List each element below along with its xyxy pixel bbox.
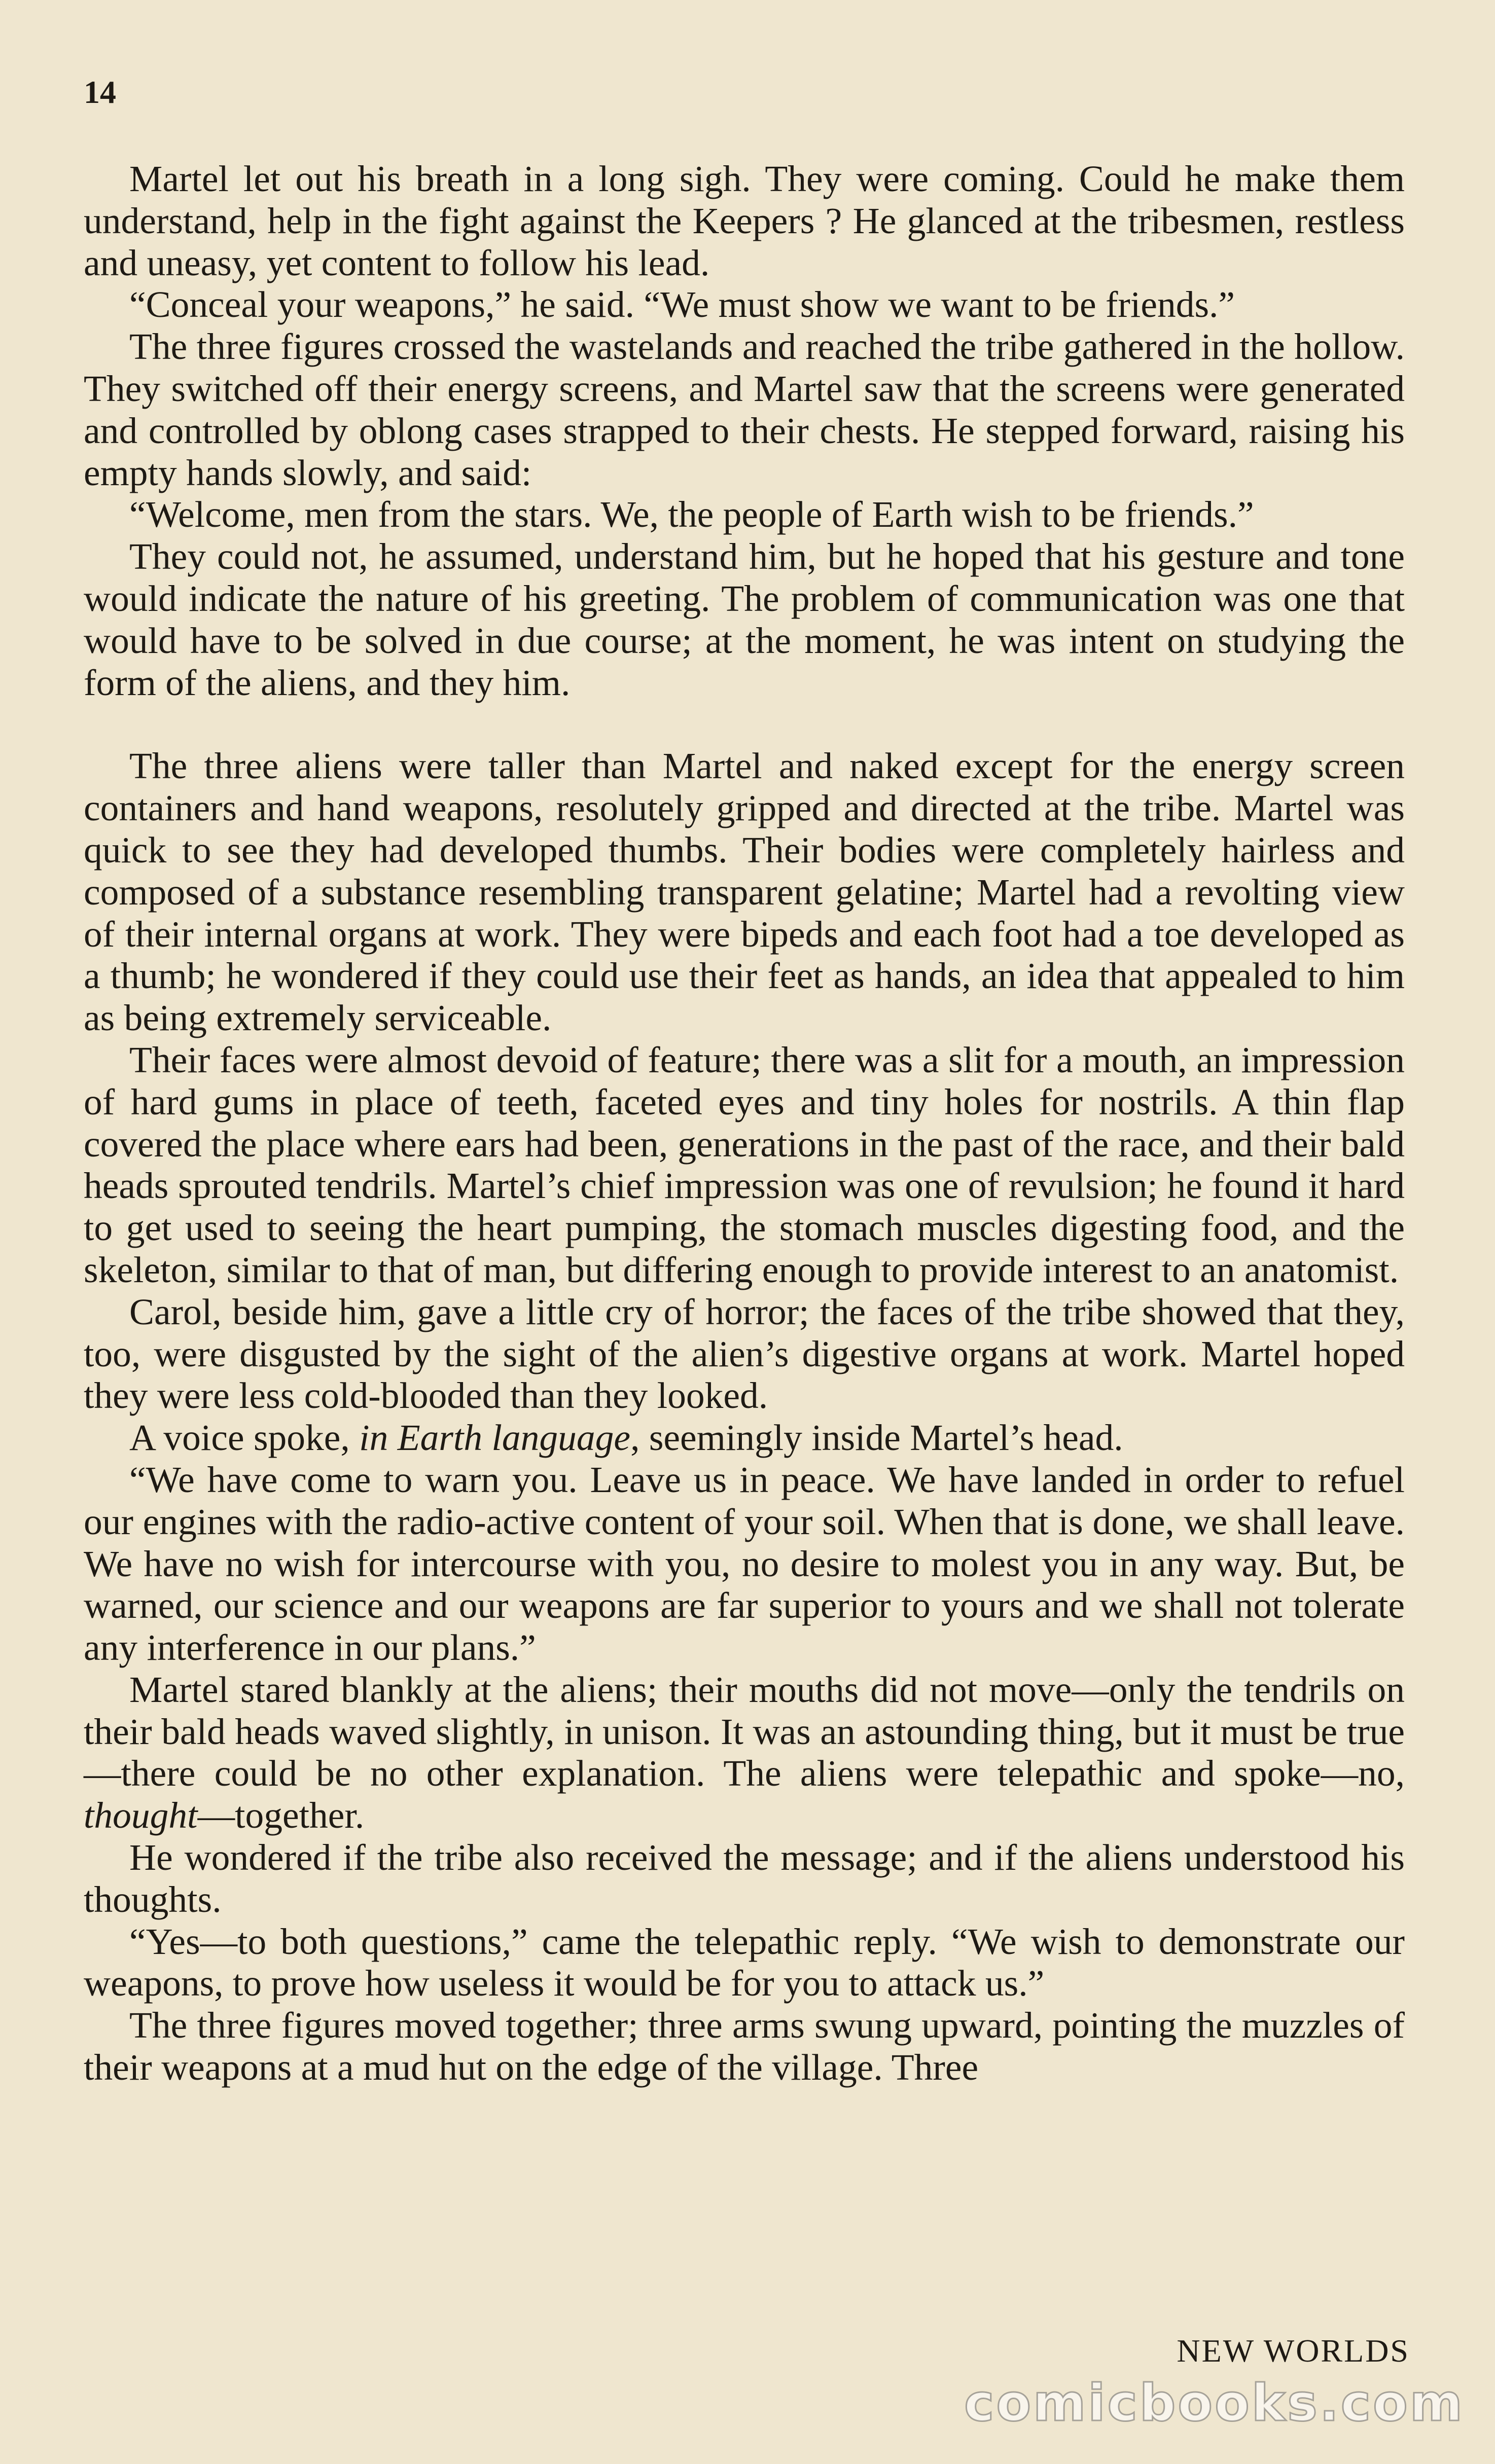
paragraph <box>84 1417 1405 1459</box>
text-segment: —together. <box>197 1795 365 1836</box>
text-segment: Their faces were almost devoid of feature; there was a slit for a mouth, an impression of hard gums in place of teeth, faceted eyes and tiny holes for nostrils. A thin flap covered the place where ears had been, generations in the past of the race, and their bald heads sprouted tendrils. Martel’s chief impression was one of revulsion; he found it hard to get used to seeing the heart pumping, the stomach muscles digesting food, and the skeleton, similar to that of man, but differing enough to provide interest to an anatomist. <box>84 1039 1405 1290</box>
paragraph <box>84 158 1405 284</box>
paragraph <box>84 1837 1405 1921</box>
paragraph <box>84 326 1405 494</box>
paragraph <box>84 1459 1405 1669</box>
paragraph <box>84 284 1405 326</box>
text-segment: They could not, he assumed, understand him, but he hoped that his gesture and tone would indicate the nature of his greeting. The problem of communication was one that would have to be solved in due course; at the moment, he was intent on studying the form of the aliens, and they him. <box>84 536 1405 703</box>
text-segment: “Conceal your weapons,” he said. “We must show we want to be friends.” <box>129 284 1235 325</box>
paragraph <box>84 1039 1405 1291</box>
text-segment: “Welcome, men from the stars. We, the people of Earth wish to be friends.” <box>129 494 1254 535</box>
section-break <box>84 704 1405 745</box>
paragraph <box>84 1291 1405 1417</box>
paragraph <box>84 2005 1405 2089</box>
text-segment: The three figures crossed the wastelands and reached the tribe gathered in the hollow. They switched off their energy screens, and Martel saw that the screens were generated and controlled by oblong cases strapped to their chests. He stepped forward, raising his empty hands slowly, and said: <box>84 326 1405 493</box>
text-segment: Martel let out his breath in a long sigh. They were coming. Could he make them understand, help in the fight against the Keepers ? He glanced at the tribesmen, restless and uneasy, yet content to follow his lead. <box>84 158 1405 283</box>
paragraph <box>84 536 1405 704</box>
text-segment: He wondered if the tribe also received the message; and if the aliens understood his thoughts. <box>84 1837 1405 1920</box>
text-segment: , seemingly inside Martel’s head. <box>630 1417 1123 1459</box>
paragraph <box>84 745 1405 1039</box>
text-segment: “Yes—to both questions,” came the telepathic reply. “We wish to demonstrate our weapons, to prove how useless it would be for you to attack us.” <box>84 1921 1405 2004</box>
italic-text: thought <box>84 1795 198 1836</box>
magazine-title: NEW WORLDS <box>1177 2333 1410 2369</box>
site-watermark: comicbooks.com <box>964 2373 1465 2433</box>
paragraph <box>84 1669 1405 1837</box>
text-segment: Martel stared blankly at the aliens; their mouths did not move—only the tendrils on their bald heads waved slightly, in unison. It was an astounding thing, but it must be true—there could be no other explanation. The aliens were telepathic and spoke—no, <box>84 1669 1405 1794</box>
paragraph <box>84 1921 1405 2005</box>
page-number: 14 <box>84 74 116 110</box>
text-segment: “We have come to warn you. Leave us in peace. We have landed in order to refuel our engines with the radio-active content of your soil. When that is done, we shall leave. We have no wish for intercourse with you, no desire to molest you in any way. But, be warned, our science and our weapons are far superior to yours and we shall not tolerate any interference in our plans.” <box>84 1459 1405 1669</box>
text-segment: The three figures moved together; three arms swung upward, pointing the muzzles of their weapons at a mud hut on the edge of the village. Three <box>84 2005 1405 2088</box>
text-segment: The three aliens were taller than Martel and naked except for the energy screen containers and hand weapons, resolutely gripped and directed at the tribe. Martel was quick to see they had developed thumbs. Their bodies were completely hairless and composed of a substance resembling transparent gelatine; Martel had a revolting view of their internal organs at work. They were bipeds and each foot had a toe developed as a thumb; he wondered if they could use their feet as hands, an idea that appealed to him as being extremely serviceable. <box>84 745 1405 1039</box>
italic-text: in Earth language <box>359 1417 631 1459</box>
paragraph <box>84 494 1405 536</box>
story-text <box>84 158 1405 2089</box>
text-segment: A voice spoke, <box>129 1417 360 1459</box>
text-segment: Carol, beside him, gave a little cry of horror; the faces of the tribe showed that they, too, were disgusted by the sight of the alien’s digestive organs at work. Martel hoped they were less cold-blooded than they looked. <box>84 1291 1405 1417</box>
